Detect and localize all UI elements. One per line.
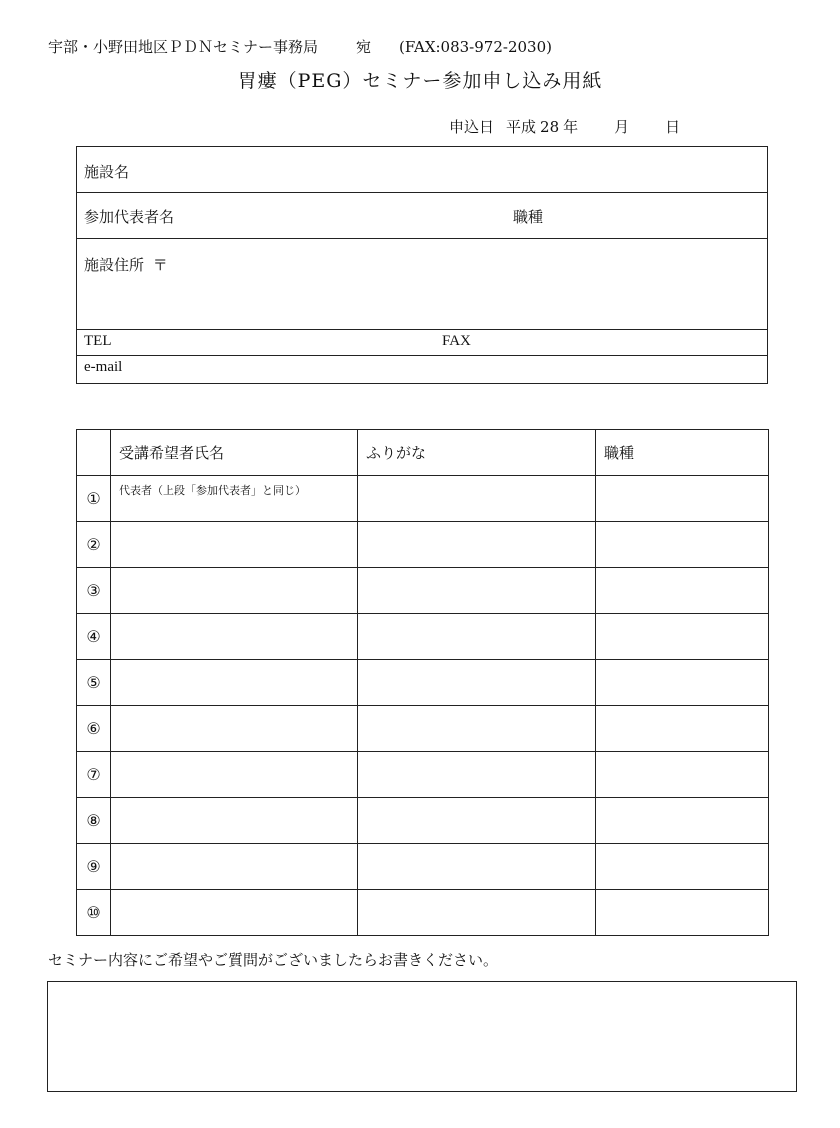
table-header-row: [77, 430, 769, 476]
name-cell[interactable]: [111, 568, 358, 614]
job-field[interactable]: [556, 206, 756, 228]
furigana-cell[interactable]: [358, 798, 596, 844]
office-fax: (FAX:083-972-2030): [399, 38, 552, 56]
comments-field[interactable]: [47, 981, 797, 1092]
applicants-table: [76, 429, 769, 936]
row-number: ②: [77, 522, 111, 568]
postal-mark: 〒: [152, 256, 168, 274]
facility-divider: [76, 329, 768, 330]
facility-name-field[interactable]: [160, 161, 760, 183]
tel-field[interactable]: [130, 333, 430, 353]
email-label: e-mail: [84, 359, 123, 375]
fax-field[interactable]: [490, 333, 760, 353]
job-cell[interactable]: [596, 798, 769, 844]
name-cell[interactable]: [111, 844, 358, 890]
job-label: 職種: [513, 208, 544, 226]
column-header-number: [77, 430, 111, 476]
furigana-cell[interactable]: [358, 844, 596, 890]
fax-label: FAX: [442, 333, 471, 349]
furigana-cell[interactable]: [358, 568, 596, 614]
page-title: 胃瘻（PEG）セミナー参加申し込み用紙: [237, 70, 603, 92]
date-year-unit: 年: [563, 118, 579, 136]
furigana-cell[interactable]: [358, 614, 596, 660]
table-row: [77, 522, 769, 568]
furigana-cell[interactable]: [358, 522, 596, 568]
tel-label: TEL: [84, 333, 112, 349]
representative-label: 参加代表者名: [84, 208, 175, 226]
address-field[interactable]: [190, 254, 760, 320]
table-row: [77, 890, 769, 936]
job-cell[interactable]: [596, 660, 769, 706]
name-cell[interactable]: [111, 476, 358, 522]
facility-divider: [76, 355, 768, 356]
name-cell[interactable]: [111, 660, 358, 706]
address-label: [84, 254, 168, 275]
job-cell[interactable]: [596, 752, 769, 798]
facility-divider: [76, 192, 768, 193]
name-cell[interactable]: [111, 706, 358, 752]
job-cell[interactable]: [596, 522, 769, 568]
facility-divider: [76, 238, 768, 239]
job-cell[interactable]: [596, 614, 769, 660]
name-cell[interactable]: [111, 522, 358, 568]
row-number: ⑥: [77, 706, 111, 752]
application-date: [449, 116, 680, 137]
date-era: 平成: [506, 118, 537, 136]
facility-name-label: 施設名: [84, 163, 130, 181]
furigana-cell[interactable]: [358, 660, 596, 706]
table-row: [77, 752, 769, 798]
furigana-cell[interactable]: [358, 476, 596, 522]
column-header-furigana: ふりがな: [358, 430, 596, 476]
office-name: 宇部・小野田地区ＰＤＮセミナー事務局: [48, 38, 319, 56]
date-month-unit: 月: [614, 118, 630, 136]
job-cell[interactable]: [596, 476, 769, 522]
job-cell[interactable]: [596, 890, 769, 936]
row-number: ⑩: [77, 890, 111, 936]
table-row: [77, 568, 769, 614]
job-cell[interactable]: [596, 844, 769, 890]
name-cell[interactable]: [111, 890, 358, 936]
job-cell[interactable]: [596, 706, 769, 752]
row-number: ⑨: [77, 844, 111, 890]
row-number: ①: [77, 476, 111, 522]
table-row: [77, 476, 769, 522]
representative-note: 代表者（上段「参加代表者」と同じ）: [119, 484, 306, 497]
job-cell[interactable]: [596, 568, 769, 614]
column-header-name: 受講希望者氏名: [111, 430, 358, 476]
email-field[interactable]: [150, 359, 750, 379]
date-label: 申込日: [449, 118, 495, 136]
table-row: [77, 798, 769, 844]
row-number: ③: [77, 568, 111, 614]
name-cell[interactable]: [111, 798, 358, 844]
date-day-unit: 日: [665, 118, 681, 136]
row-number: ⑧: [77, 798, 111, 844]
column-header-job: 職種: [596, 430, 769, 476]
table-row: [77, 660, 769, 706]
addressee-line: [48, 36, 552, 57]
comments-label: セミナー内容にご希望やご質問がございましたらお書きください。: [48, 951, 499, 969]
furigana-cell[interactable]: [358, 752, 596, 798]
row-number: ⑤: [77, 660, 111, 706]
representative-field[interactable]: [200, 206, 500, 228]
table-row: [77, 614, 769, 660]
furigana-cell[interactable]: [358, 890, 596, 936]
row-number: ⑦: [77, 752, 111, 798]
table-row: [77, 706, 769, 752]
address-label-text: 施設住所: [84, 256, 145, 274]
date-year: 28: [540, 118, 560, 136]
name-cell[interactable]: [111, 752, 358, 798]
table-row: [77, 844, 769, 890]
row-number: ④: [77, 614, 111, 660]
name-cell[interactable]: [111, 614, 358, 660]
addressee-to: 宛: [356, 38, 372, 56]
furigana-cell[interactable]: [358, 706, 596, 752]
